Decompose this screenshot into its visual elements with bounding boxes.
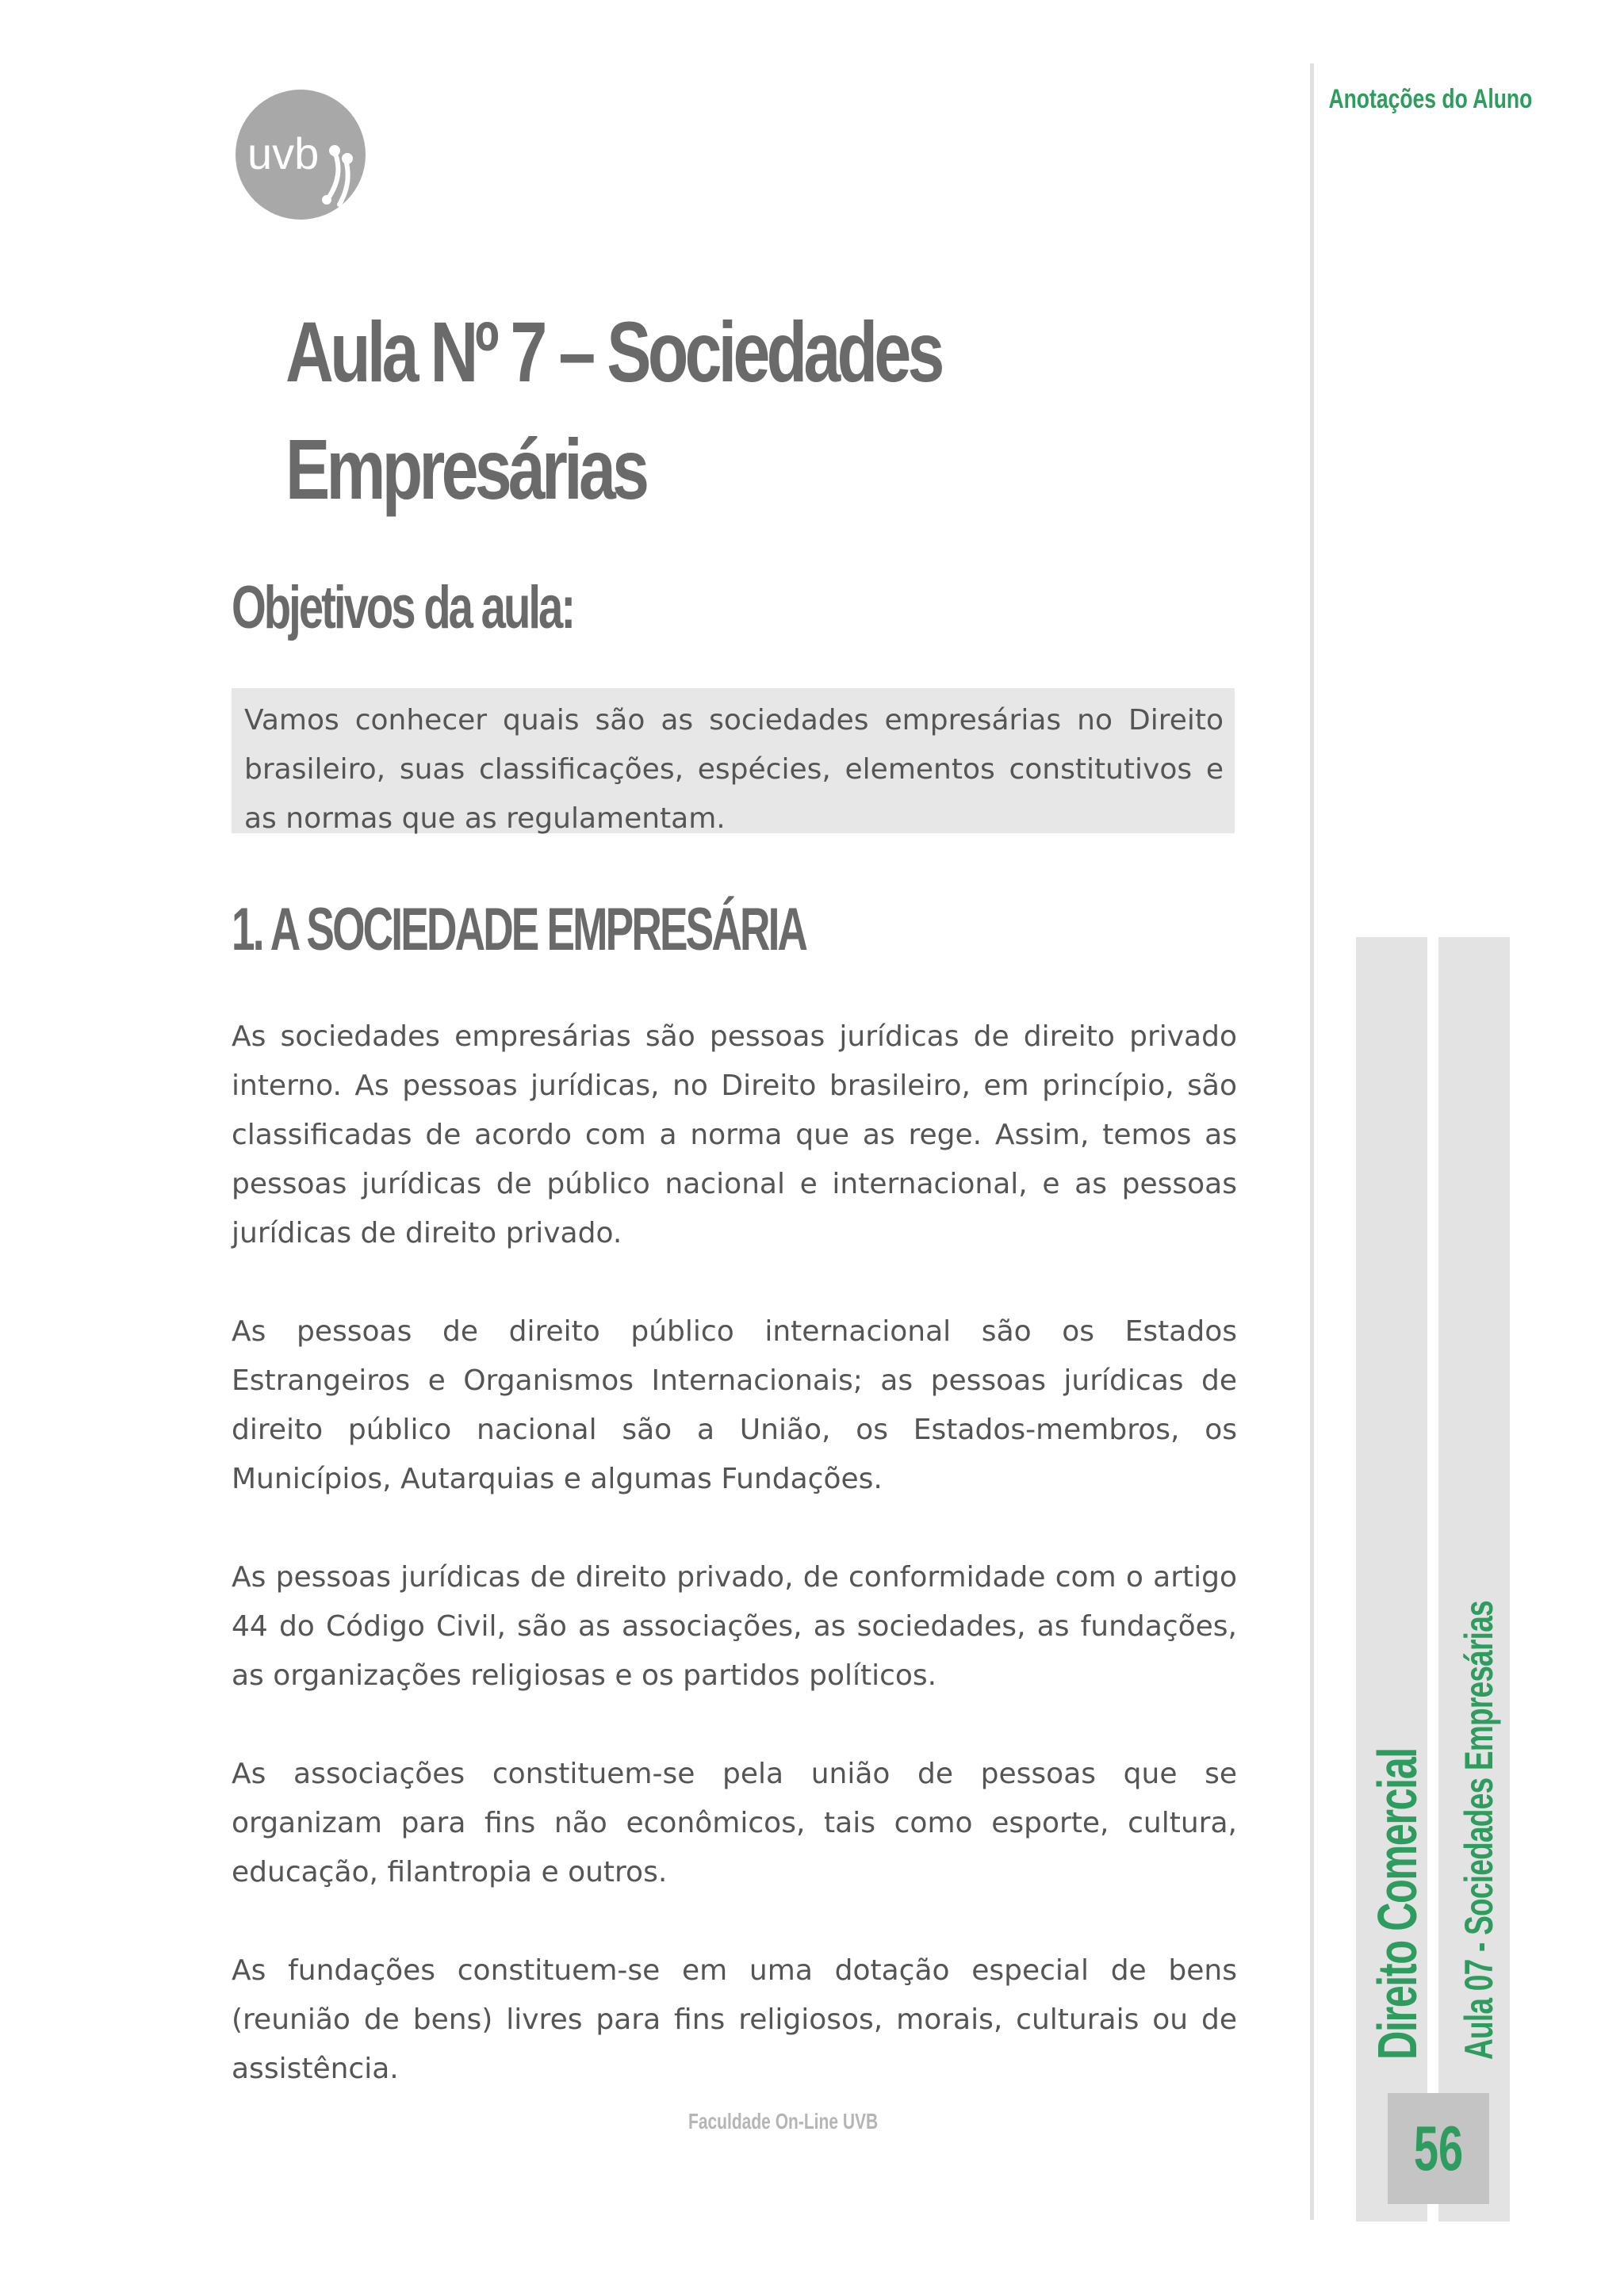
student-notes-label: Anotações do Aluno <box>1328 84 1532 114</box>
page-title-line-1: Aula Nº 7 – Sociedades <box>285 304 941 400</box>
uvb-logo <box>233 87 368 222</box>
page-title-line-2: Empresárias <box>285 421 646 517</box>
logo-text: uvb <box>247 128 320 178</box>
logo-mark <box>233 87 368 222</box>
page-title <box>285 293 997 528</box>
objectives-text: Vamos conhecer quais são as sociedades empresárias no Direito brasileiro, suas classificações, espécies, elementos constitutivos e as normas que as regulamentam. <box>244 704 1224 835</box>
paragraph: As fundações constituem-se em uma dotação especial de bens (reunião de bens) livres para fins religiosos, morais, culturais ou de assistência. <box>232 1954 1237 2085</box>
footer-text: Faculdade On-Line UVB <box>688 2109 879 2133</box>
page-number-box <box>1388 2093 1489 2204</box>
paragraph: As pessoas de direito público internacional são os Estados Estrangeiros e Organismos Internacionais; as pessoas jurídicas de direito público nacional são a União, os Estados-membros, os Municípios, Autarquias e algumas Fundações. <box>232 1315 1237 1495</box>
margin-divider <box>1310 63 1314 2220</box>
objectives-box <box>232 688 1235 833</box>
paragraph: As associações constituem-se pela união de pessoas que se organizam para fins não econômicos, tais como esporte, cultura, educação, filantropia e outros. <box>232 1758 1237 1888</box>
paragraph: As sociedades empresárias são pessoas jurídicas de direito privado interno. As pessoas jurídicas, no Direito brasileiro, em princípio, são classificadas de acordo com a norma que as rege. Assim, temos as pessoas jurídicas de público nacional e internacional, e as pessoas jurídicas de direito privado. <box>232 1020 1237 1249</box>
page-number: 56 <box>1413 2113 1464 2183</box>
lesson-label: Aula 07 - Sociedades Empresárias <box>1457 1601 1501 2060</box>
course-label: Direito Comercial <box>1366 1748 1428 2060</box>
section-body <box>232 1012 1237 2143</box>
objectives-heading: Objetivos da aula: <box>232 574 574 641</box>
paragraph: As pessoas jurídicas de direito privado, de conformidade com o artigo 44 do Código Civil, são as associações, as sociedades, as fundações, as organizações religiosas e os partidos políticos. <box>232 1561 1237 1692</box>
section-heading: 1. A SOCIEDADE EMPRESÁRIA <box>232 896 806 963</box>
